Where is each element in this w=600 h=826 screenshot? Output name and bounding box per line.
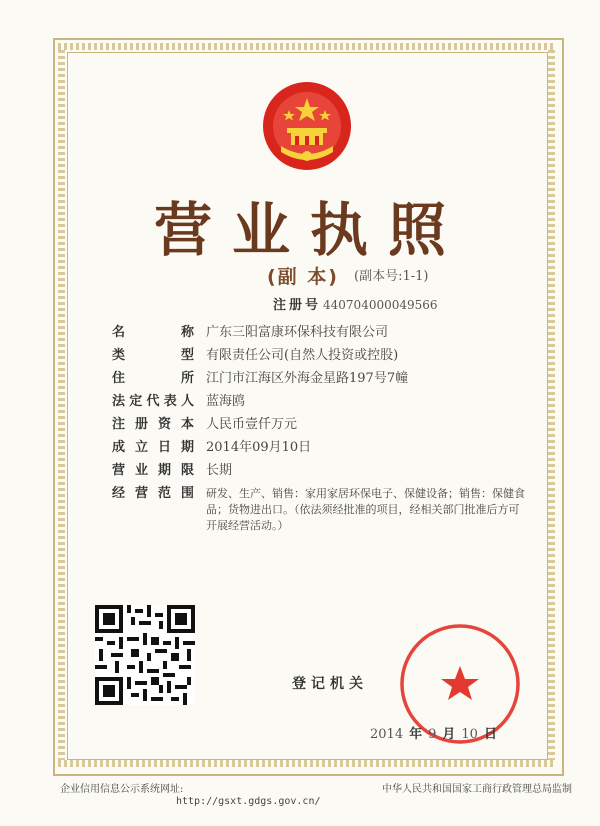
- month-unit: 月: [442, 727, 456, 742]
- field-name: [112, 325, 542, 341]
- registration-label: 注册号: [273, 298, 322, 313]
- field-label: 住所: [112, 371, 194, 386]
- issue-day: 10: [461, 727, 478, 742]
- issue-month: 9: [428, 727, 437, 742]
- field-value: 广东三阳富康环保科技有限公司: [206, 325, 389, 340]
- copy-number: (副本号:1-1): [354, 269, 429, 284]
- issue-year: 2014: [370, 727, 404, 742]
- field-legal-representative: [112, 394, 542, 410]
- field-establishment-date: [112, 440, 542, 456]
- issue-date: [370, 723, 497, 742]
- field-value: 人民币壹仟万元: [206, 417, 298, 432]
- field-label: 类型: [112, 348, 194, 363]
- footer-url-link[interactable]: http://gsxt.gdgs.gov.cn/: [176, 796, 321, 807]
- footer-supervision: 中华人民共和国国家工商行政管理总局监制: [382, 784, 572, 795]
- field-label: 成立日期: [112, 440, 194, 455]
- registration-value: 440704000049566: [323, 298, 438, 312]
- day-unit: 日: [483, 727, 497, 742]
- document-title: 营业执照: [153, 196, 466, 264]
- field-label: 法定代表人: [112, 394, 194, 409]
- field-value: 蓝海鸥: [206, 394, 246, 409]
- field-value: 研发、生产、销售：家用家居环保电子、保健设备；销售：保健食品；货物进出口。（依法须经批准的项目，经相关部门批准后方可开展经营活动。）: [206, 487, 525, 532]
- copy-label: (副 本): [267, 266, 339, 288]
- field-address: [112, 371, 542, 387]
- registration-authority-label: 登记机关: [292, 676, 368, 692]
- license-fields: [112, 325, 542, 541]
- qr-code-icon[interactable]: [95, 605, 195, 705]
- field-registered-capital: [112, 417, 542, 433]
- field-type: [112, 348, 542, 364]
- field-label: 注册资本: [112, 417, 194, 432]
- field-label: 名称: [112, 325, 194, 340]
- registration-number-row: [273, 294, 438, 313]
- field-business-scope: [112, 486, 542, 534]
- field-value: 江门市江海区外海金星路197号7幢: [206, 371, 409, 386]
- field-business-term: [112, 463, 542, 479]
- year-unit: 年: [409, 727, 423, 742]
- national-emblem-icon: [261, 80, 353, 172]
- field-value: 长期: [206, 463, 233, 478]
- footer-site-label: 企业信用信息公示系统网址:: [60, 784, 184, 795]
- field-label: 经营范围: [112, 486, 194, 501]
- field-value: 有限责任公司(自然人投资或控股): [206, 348, 399, 363]
- field-label: 营业期限: [112, 463, 194, 478]
- field-value: 2014年09月10日: [206, 440, 312, 455]
